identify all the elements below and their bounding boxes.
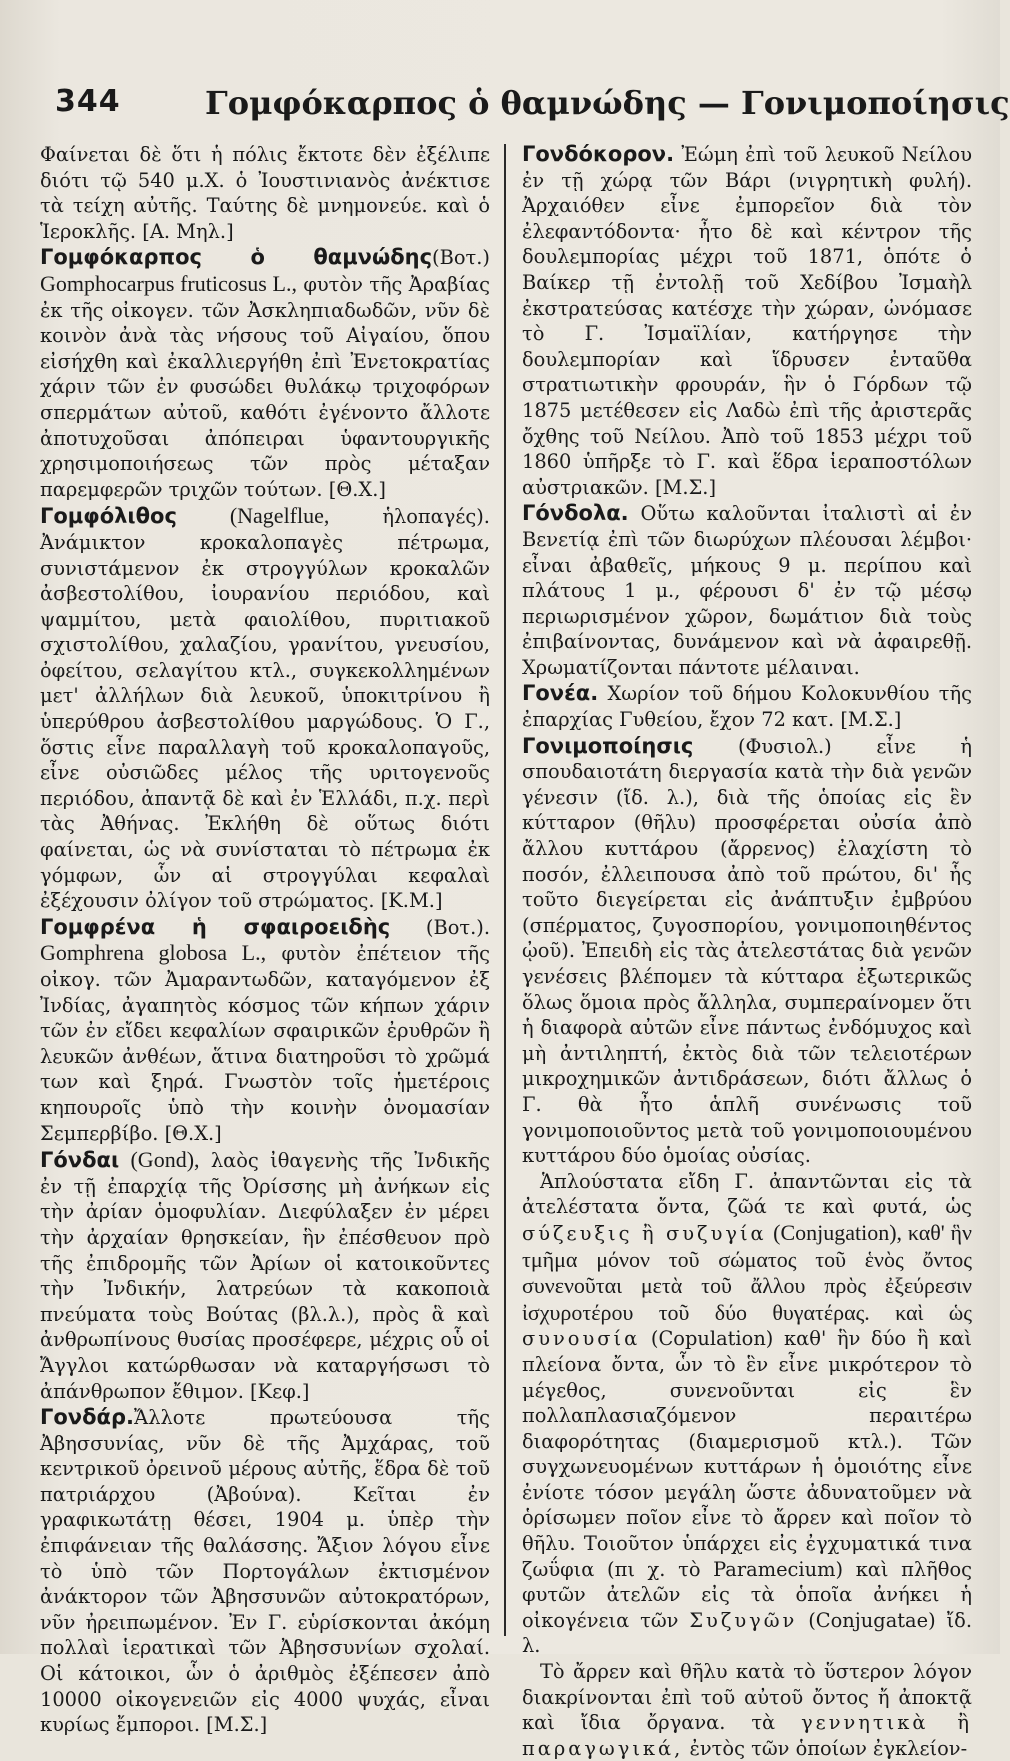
entry-headword: Γομφόκαρπος ὁ θαμνώδης bbox=[40, 245, 433, 270]
page-header bbox=[55, 72, 1010, 132]
left-column bbox=[40, 142, 504, 1737]
intro-text: Φαίνεται δὲ ὅτι ἡ πόλις ἔκτοτε δὲν ἐξέλιπε διότι τῷ 540 μ.Χ. ὁ Ἰουστινιανὸς ἀνέκτισε τὰ τείχη αὐτῆς. Ταύτης δὲ μνημονεύε. καὶ ὁ Ἱεροκλῆς. [Α. Μηλ.] bbox=[40, 143, 490, 243]
entry-tag: (Βοτ.). bbox=[425, 915, 490, 939]
paragraph-text: (Conjugatae) ἴδ. λ. bbox=[522, 1608, 972, 1658]
entry-gomphokarpos bbox=[40, 245, 490, 502]
entry-text: εἶνε ἡ σπουδαιοτάτη διεργασία κατὰ τὴν διὰ γενῶν γένεσιν (ἴδ. λ.), διὰ τῆς ὁποίας εἰς ἓν κύτταρον (θῆλυ) προσφέρεται οὐσία ἀπὸ ἄλλου κυττάρου (ἄρρενος) ἐλαχίστη τὸ ποσόν, ἐλλειπουσα ἀπὸ τοῦ πρώτου, δι' ἧς τοῦτο διεγείρεται εἰς ἀνάπτυξιν ἐμβρύου (σπέρματος, ζυγοσπορίου, γονιμοποιηθέντος ᾠοῦ). Ἐπειδὴ εἰς τὰς ἀτελεστάτας διὰ γενῶν γενέσεις βλέπομεν τὰ κύτταρα ἐξωτερικῶς ὅλως ὅμοια πρὸς ἄλληλα, συμπεραίνομεν ὅτι ἡ διαφορὰ αὐτῶν εἶνε πάντως ἐνδόμυχος καὶ μὴ ἀντιληπτή, ἐκτὸς διὰ τῶν τελειοτέρων μικροχημικῶν ἀντιδράσεων, διότι ἄλλως ὁ Γ. θὰ ἦτο ἁπλῆ συνένωσις τοῦ γονιμοποιοῦντος μετὰ τοῦ γονιμοποιουμένου κυττάρου δύο ὁμοίας οὐσίας. bbox=[522, 734, 973, 1168]
entry-text: φυτὸν ἐπέτειον τῆς οἰκογ. τῶν Ἀμαραντωδῶν, καταγόμενον ἐξ Ἰνδίας, ἀγαπητὸς κόσμος τῶν κήπων χάριν τῶν ἐν εἴδει κεφαλίων σφαιρικῶν ἐρυθρῶν ἢ λευκῶν ἀνθέων, ἅτινα διατηροῦσι τὸ χρῶμά των καὶ ξηρά. Γνωστὸν τοῖς ἡμετέροις κηπουροῖς ὑπὸ τὴν κοινὴν ὀνομασίαν Σεμπερβίβο. [Θ.Χ.] bbox=[40, 942, 490, 1145]
right-column bbox=[506, 142, 973, 1760]
entry-headword: Γόνδολα. bbox=[522, 501, 629, 526]
entry-text: Ἄλλοτε πρωτεύουσα τῆς Ἀβησσυνίας, νῦν δὲ τῆς Ἀμχάρας, τοῦ κεντρικοῦ ὀρεινοῦ μέρους αὐτῆς, ἕδρα δὲ τοῦ πατριάρχου (Ἀβούνα). Κεῖται ἐν γραφικωτάτῃ θέσει, 1904 μ. ὑπὲρ τὴν ἐπιφάνειαν τῆς θαλάσσης. Ἄξιον λόγου εἶνε τὸ ὑπὸ τῶν Πορτογάλων ἐκτισμένον ἀνάκτορον τῶν Ἀβησσυνῶν αὐτοκρατόρων, νῦν ἠρειπωμένον. Ἐν Γ. εὑρίσκονται ἀκόμη πολλαὶ ἱερατικαὶ τῶν Ἀβησσυνίων σχολαί. Οἱ κάτοικοι, ὧν ὁ ἀριθμὸς ἐξέπεσεν ἀπὸ 10000 οἰκογενειῶν εἰς 4000 ψυχάς, εἶναι κυρίως ἔμποροι. [Μ.Σ.] bbox=[40, 1406, 490, 1737]
spaced-term: Συζυγῶν bbox=[689, 1608, 798, 1632]
entry-text: Οὕτω καλοῦνται ἰταλιστὶ αἱ ἐν Βενετίᾳ ἐπὶ τῶν διωρύχων πλέουσαι λέμβοι· εἶναι ἀβαθεῖς, μήκους 9 μ. περίπου καὶ πλάτους 1 μ., φέρουσι δ' ἐν τῷ μέσῳ περιωρισμένον χῶρον, δωμάτιον διὰ τοὺς ἐπιβαίνοντας, δυνάμενον καὶ νὰ ἀφαιρεθῇ. Χρωματίζονται πάντοτε μέλαιναι. bbox=[522, 502, 972, 679]
paragraph-text: (Copulation) καθ' ἣν δύο ἢ καὶ πλείονα ὄντα, ὧν τὸ ἓν εἶνε μικρότερον τὸ μέγεθος, συνενοῦνται εἰς ἓν πολλαπλασιαζόμενον περαιτέρω διαφορότητας (διαμερισμοῦ κτλ.). Τῶν συγχωνευομένων κυττάρων ἡ ὁμοιότης εἶνε ἐνίοτε τόσον μεγάλη ὥστε ἀδυνατοῦμεν νὰ ὁρίσωμεν ποῖον εἶνε τὸ ἄρρεν καὶ ποῖον τὸ θῆλυ. Τοιοῦτον ὑπάρχει εἰς ἐγχυματικά τινα ζωΰφια (πι χ. τὸ Paramecium) καὶ πλῆθος φυτῶν ἀτελῶν εἰς τὰ ὁποῖα ἀνήκει ἡ οἰκογένεια τῶν bbox=[522, 1327, 972, 1632]
latin-term: (Conjugation), καθ' ἣν τμῆμα μόνον τοῦ σώματος τοῦ ἑνὸς ὄντος συνενοῦται μετὰ τοῦ ἄλλου πρὸς ἐξεύρεσιν ἰσχυροτέρου τοῦ δύο θυγατέρας. καὶ ὡς bbox=[522, 1219, 973, 1325]
entry-headword: Γονέα. bbox=[522, 681, 599, 706]
entry-gondokoron bbox=[522, 142, 972, 500]
entry-tag: (Βοτ.) bbox=[432, 246, 490, 270]
entry-text: φυτὸν τῆς Ἀραβίας ἐκ τῆς οἰκογεν. τῶν Ἀσκληπιαδωδῶν, νῦν δὲ κοινὸν ἀνὰ τὰς νήσους τοῦ Αἰγαίου, ὅπου εἰσήχθη καὶ ἐκαλλιεργήθη ἐπὶ Ἐνετοκρατίας χάριν τῶν ἐν φυσώδει θυλάκῳ τριχοφόρων σπερμάτων αὐτοῦ, καθότι ἐγένοντο ἄλλοτε ἀποτυχοῦσαι ἀπόπειραι ὑφαντουργικῆς χρησιμοποιήσεως τῶν πρὸς μέταξαν παρεμφερῶν τριχῶν τούτων. [Θ.Χ.] bbox=[40, 272, 491, 501]
paragraph-text: Ἁπλούστατα εἴδη Γ. ἀπαντῶνται εἰς τὰ ἀτελέστατα ὄντα, ζῶά τε καὶ φυτά, ὡς bbox=[522, 1169, 972, 1219]
entry-continuation bbox=[40, 142, 490, 244]
entry-text: λαὸς ἰθαγενὴς τῆς Ἰνδικῆς ἐν τῇ ἐπαρχίᾳ τῆς Ὀρίσσης μὴ ἀνήκων εἰς τὴν ἀρίαν ὁμοφυλίαν. Διεφύλαξεν ἐν μέρει τὴν ἀρχαίαν θρησκείαν, ἣν ἐπέσθευον πρὸ τῆς ἐπιδρομῆς τῶν Ἀρίων οἱ κατοικοῦντες τὴν Ἰνδικήν, λατρεύων τὰ κακοποιὰ πνεύματα τοὺς Βούτας (βλ.λ.), πρὸς ἃ καὶ ἀνθρωπίνους θυσίας προσέφερε, μέχρις οὗ οἱ Ἄγγλοι κατώρθωσαν νὰ καταργήσωσι τὸ ἀπάνθρωπον ἔθιμον. [Κεφ.] bbox=[40, 1149, 490, 1403]
entry-text: Χωρίον τοῦ δήμου Κολοκυνθίου τῆς ἐπαρχίας Γυθείου, ἔχον 72 κατ. [Μ.Σ.] bbox=[522, 682, 972, 732]
entry-text: ἡλοπαγές). Ἀνάμικτον κροκαλοπαγὲς πέτρωμα, συνιστάμενον ἐκ στρογγύλων κροκαλῶν ἀσβεστολίθου, ἰουρανίου περιόδου, καὶ ψαμμίτου, μετὰ φαιολίθου, πυριτιακοῦ σχιστολίθου, χαλαζίου, γρανίτου, γνευσίου, ὀφείτου, σελαγίτου κτλ., συγκεκολλημένων μετ' ἀλλήλων διὰ λευκοῦ, ὑποκιτρίνου ἢ ὑπερύθρου ἀσβεστολίθου μαργώδους. Ὁ Γ., ὅστις εἶνε παραλλαγὴ τοῦ κροκαλοπαγοῦς, εἶνε οὐσιῶδες μέλος τῆς υριτογενοῦς περιόδου, ἀπαντᾷ δὲ καὶ ἐν Ἑλλάδι, π.χ. περὶ τὰς Ἀθήνας. Ἐκλήθη δὲ οὕτως διότι φαίνεται, ὡς νὰ συνίσταται τὸ πέτρωμα ἐκ γόμφων, ὧν αἱ στρογγύλαι κεφαλαὶ ἐξέχουσιν ὀλίγον τοῦ στρώματος. [Κ.Μ.] bbox=[40, 505, 490, 913]
paragraph-text: Τὸ ἄρρεν καὶ θῆλυ κατὰ τὸ ὕστερον λόγον διακρίνονται ἐπὶ τοῦ αὐτοῦ ὄντος ἤ ἀποκτᾷ καὶ ἴδια ὄργανα. τὰ bbox=[522, 1660, 972, 1735]
paragraph-text: ἐντὸς τῶν ὁποίων ἐγκλείον- bbox=[689, 1736, 968, 1760]
entry-gonea bbox=[522, 681, 972, 732]
entry-gomphrena bbox=[40, 915, 490, 1146]
entry-gondai bbox=[40, 1147, 490, 1404]
latin-name: (Gond), bbox=[130, 1147, 200, 1173]
entry-headword: Γονδόκορον. bbox=[522, 142, 675, 166]
entry-gompholithos bbox=[40, 503, 490, 914]
running-title: Γομφόκαρπος ὁ θαμνώδης — Γονιμοποίησις bbox=[205, 84, 1010, 122]
page-number: 344 bbox=[55, 84, 121, 119]
spaced-term: γεννητικὰ ἢ παραγωγικά, bbox=[522, 1711, 972, 1760]
entry-headword: Γόνδαι bbox=[40, 1148, 120, 1173]
two-column-body bbox=[40, 142, 973, 1760]
entry-gonimopoiesis bbox=[522, 734, 972, 1761]
entry-text: Ἐώμη ἐπὶ τοῦ λευκοῦ Νείλου ἐν τῇ χώρᾳ τῶν Βάρι (νιγρητικὴ φυλή). Ἀρχαιόθεν εἶνε ἐμπορεῖον διὰ τὸν ἐλεφαντόδοντα· ἦτο δὲ καὶ κέντρον τῆς δουλεμπορίας μέχρι τοῦ 1871, ὁπότε ὁ Βαίκερ τῇ ἐντολῇ τοῦ Χεδίβου Ἰσμαὴλ ἐκστρατεύσας κατέσχε τὴν χώραν, ὠνόμασε τὸ Γ. Ἰσμαϊλίαν, κατήργησε τὴν δουλεμπορίαν καὶ ἵδρυσεν ἐνταῦθα στρατιωτικὴν φρουράν, ἣν ὁ Γόρδων τῷ 1875 μετέθεσεν εἰς Λαδὼ ἐπὶ τῆς ἀριστερᾶς ὄχθης τοῦ Νείλου. Ἀπὸ τοῦ 1853 μέχρι τοῦ 1860 ὑπῆρξε τὸ Γ. καὶ ἕδρα ἱεραποστόλων αὐστριακῶν. [Μ.Σ.] bbox=[522, 143, 972, 499]
entry-gondola bbox=[522, 501, 972, 680]
entry-headword: Γονδάρ. bbox=[40, 1405, 134, 1430]
entry-headword: Γομφόλιθος bbox=[40, 504, 177, 529]
latin-name: Gomphocarpus fruticosus L., bbox=[40, 270, 297, 296]
spaced-term: συνουσία bbox=[522, 1327, 641, 1351]
entry-headword: Γομφρένα ἡ σφαιροειδὴς bbox=[40, 914, 391, 939]
entry-tag: (Φυσιολ.) bbox=[737, 734, 832, 758]
entry-gondar bbox=[40, 1405, 490, 1738]
spaced-term: σύζευξις ἢ συζυγία bbox=[522, 1221, 767, 1245]
latin-name: Gomphrena globosa L., bbox=[40, 940, 267, 966]
entry-headword: Γονιμοποίησις bbox=[522, 733, 694, 758]
latin-name: (Nagelflue, bbox=[229, 503, 330, 529]
